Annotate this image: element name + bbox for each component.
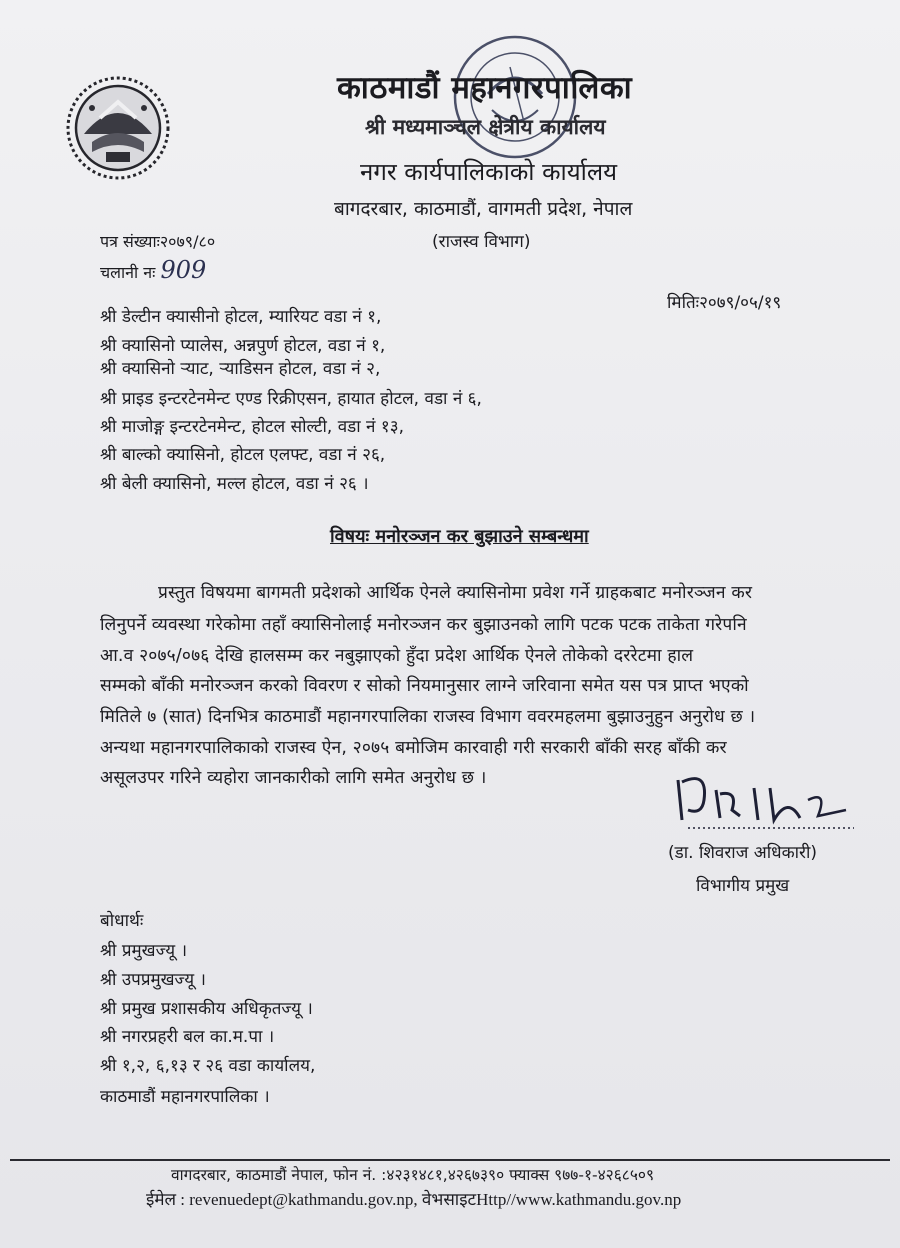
- recipient-line: श्री क्यासिनो प्यालेस, अन्नपुर्ण होटल, वडा नं १,: [100, 336, 386, 356]
- cc-line: श्री प्रमुखज्यू ।: [100, 941, 188, 961]
- footer-email-web: ईमेल : revenuedept@kathmandu.gov.np, वेभसाइटHttp//www.kathmandu.gov.np: [146, 1190, 682, 1209]
- org-name: काठमाडौं महानगरपालिका: [337, 70, 633, 106]
- body-line: असूलउपर गरिने व्यहोरा जानकारीको लागि समेत अनुरोध छ ।: [100, 768, 487, 788]
- recipient-line: श्री बेली क्यासिनो, मल्ल होटल, वडा नं २६ ।: [100, 474, 369, 494]
- footer-divider: [10, 1159, 890, 1161]
- cc-line: श्री प्रमुख प्रशासकीय अधिकृतज्यू ।: [100, 999, 313, 1019]
- letter-date: मितिः२०७९/०५/१९: [667, 293, 782, 313]
- office-address: बागदरबार, काठमाडौं, वागमती प्रदेश, नेपाल: [334, 198, 633, 220]
- cc-line: श्री १,२, ६,१३ र २६ वडा कार्यालय,: [100, 1056, 316, 1076]
- cc-heading: बोधार्थः: [100, 911, 144, 931]
- cc-line: काठमाडौं महानगरपालिका ।: [100, 1087, 270, 1107]
- recipient-line: श्री डेल्टीन क्यासीनो होटल, म्यारियट वडा नं १,: [100, 307, 382, 327]
- dispatch-number-row: [100, 256, 206, 284]
- recipient-line: श्री बाल्को क्यासिनो, होटल एलफ्ट, वडा नं २६,: [100, 445, 386, 465]
- body-line: आ.व २०७५/०७६ देखि हालसम्म कर नबुझाएको हुँदा प्रदेश आर्थिक ऐनले तोकेको दररेटमा हाल: [100, 646, 694, 666]
- footer-contact: वागदरबार, काठमाडौं नेपाल, फोन नं. :४२३१४८१,४२६७३९० फ्याक्स ९७७-१-४२६८५०९: [171, 1166, 655, 1184]
- office-name: नगर कार्यपालिकाको कार्यालय: [360, 158, 618, 186]
- signature-icon: [668, 760, 858, 836]
- department-name: (राजस्व विभाग): [432, 232, 531, 252]
- sub-heading: श्री मध्यमाञ्चल क्षेत्रीय कार्यालय: [365, 115, 606, 139]
- signatory-name: (डा. शिवराज अधिकारी): [668, 843, 818, 863]
- recipient-line: श्री क्यासिनो ऱ्याट, ऱ्याडिसन होटल, वडा नं २,: [100, 359, 381, 379]
- recipient-line: श्री प्राइड इन्टरटेनमेन्ट एण्ड रिक्रीएसन, हायात होटल, वडा नं ६,: [100, 389, 482, 409]
- dispatch-number: 909: [160, 256, 207, 284]
- body-line: मितिले ७ (सात) दिनभित्र काठमाडौं महानगरपालिका राजस्व विभाग ववरमहलमा बुझाउनुहुन अनुरोध छ ।: [100, 707, 756, 727]
- body-line: लिनुपर्ने व्यवस्था गरेकोमा तहाँ क्यासिनोलाई मनोरञ्जन कर बुझाउनको लागि पटक पटक ताकेता गरेपनि: [100, 615, 747, 635]
- kmc-emblem-icon: [62, 72, 174, 184]
- cc-line: श्री उपप्रमुखज्यू ।: [100, 970, 206, 990]
- body-line: प्रस्तुत विषयमा बागमती प्रदेशको आर्थिक ऐनले क्यासिनोमा प्रवेश गर्ने ग्राहकबाट मनोरञ्जन कर: [158, 583, 753, 603]
- dispatch-label: चलानी नः: [100, 263, 156, 282]
- recipient-line: श्री माजोङ्ग इन्टरटेनमेन्ट, होटल सोल्टी, वडा नं १३,: [100, 417, 404, 437]
- body-line: सम्मको बाँकी मनोरञ्जन करको विवरण र सोको नियमानुसार लाग्ने जरिवाना समेत यस पत्र प्राप्त भएको: [100, 676, 749, 696]
- letter-number: पत्र संख्याः२०७९/८०: [100, 232, 216, 251]
- body-line: अन्यथा महानगरपालिकाको राजस्व ऐन, २०७५ बमोजिम कारवाही गरी सरकारी बाँकी सरह बाँकी कर: [100, 738, 727, 758]
- signatory-title: विभागीय प्रमुख: [696, 876, 790, 896]
- cc-line: श्री नगरप्रहरी बल का.म.पा ।: [100, 1027, 275, 1047]
- letter-subject: विषयः मनोरञ्जन कर बुझाउने सम्बन्धमा: [330, 526, 589, 547]
